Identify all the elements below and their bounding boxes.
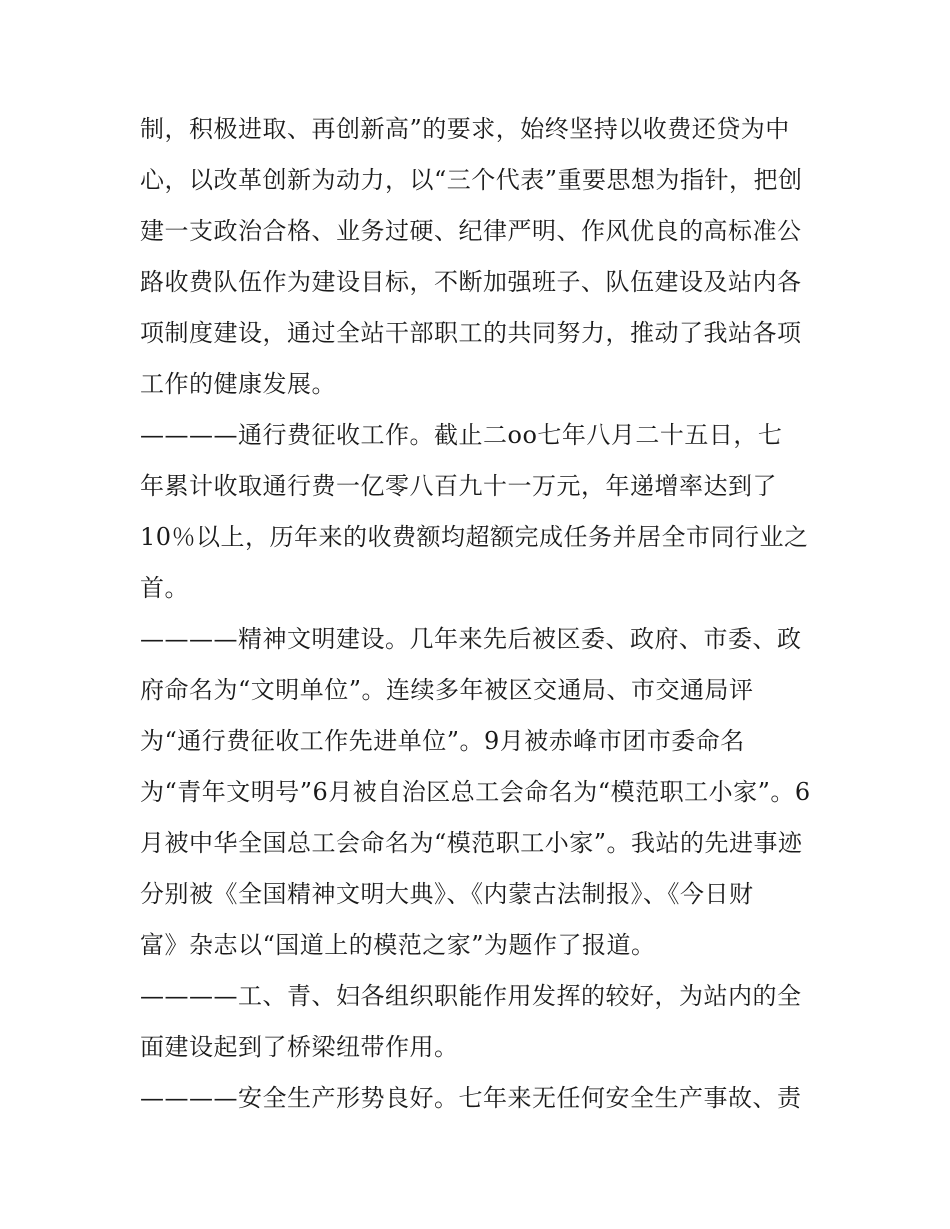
text-line: 路收费队伍作为建设目标，不断加强班子、队伍建设及站内各 (140, 268, 802, 296)
text-line: 为“通行费征收工作先进单位”。9月被赤峰市团市委命名 (140, 727, 745, 755)
text-line: 月被中华全国总工会命名为“模范职工小家”。我站的先进事迹 (140, 829, 803, 857)
text-line: 府命名为“文明单位”。连续多年被区交通局、市交通局评 (140, 676, 754, 704)
text-line: ————精神文明建设。几年来先后被区委、政府、市委、政 (140, 625, 802, 653)
text-line: 项制度建设，通过全站干部职工的共同努力，推动了我站各项 (140, 319, 802, 347)
text-line: 工作的健康发展。 (140, 370, 336, 398)
body-text (140, 110, 830, 1130)
text-line: ————工、青、妇各组织职能作用发挥的较好，为站内的全 (140, 982, 802, 1010)
text-line: ————通行费征收工作。截止二oo七年八月二十五日，七 (140, 421, 783, 449)
text-line: 制，积极进取、再创新高”的要求，始终坚持以收费还贷为中 (140, 115, 790, 143)
text-line: 为“青年文明号”6月被自治区总工会命名为“模范职工小家”。6 (140, 778, 811, 806)
text-line: 富》杂志以“国道上的模范之家”为题作了报道。 (140, 931, 656, 959)
text-line: 分别被《全国精神文明大典》、《内蒙古法制报》、《今日财 (140, 880, 754, 908)
text-line: 心，以改革创新为动力，以“三个代表”重要思想为指针，把创 (140, 166, 803, 194)
text-line: 10％以上，历年来的收费额均超额完成任务并居全市同行业之 (140, 523, 809, 551)
text-line: ————安全生产形势良好。七年来无任何安全生产事故、责 (140, 1084, 802, 1112)
text-line: 建一支政治合格、业务过硬、纪律严明、作风优良的高标准公 (140, 217, 802, 245)
text-line: 首。 (140, 574, 189, 602)
text-line: 面建设起到了桥梁纽带作用。 (140, 1033, 459, 1061)
text-line: 年累计收取通行费一亿零八百九十一万元，年递增率达到了 (140, 472, 777, 500)
